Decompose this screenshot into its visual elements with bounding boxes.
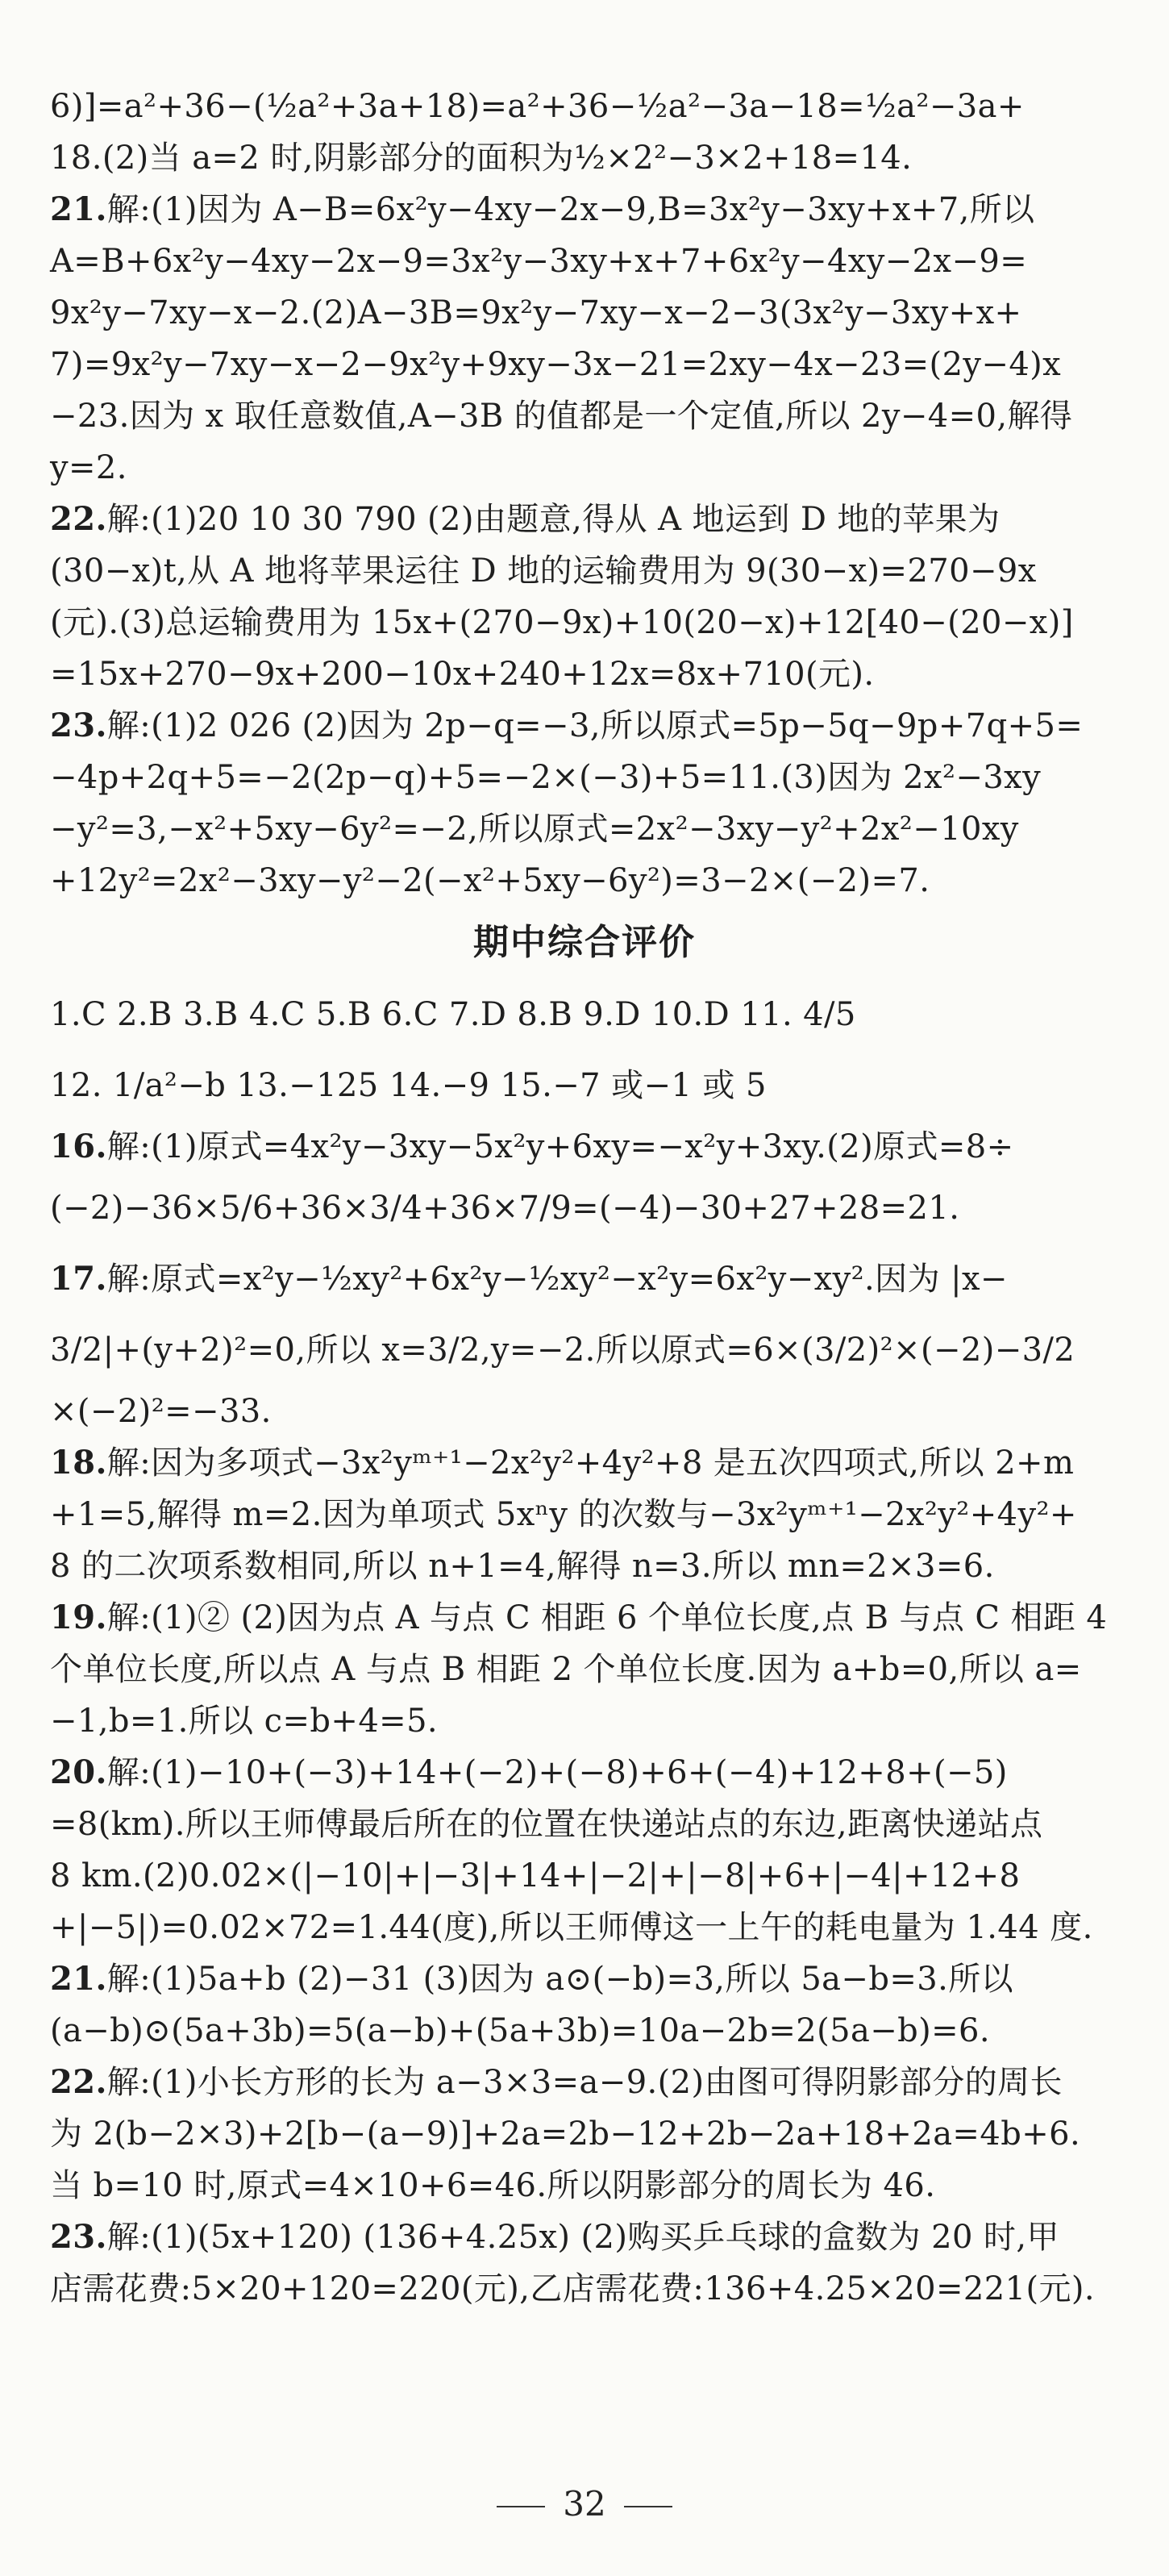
text-line: −4p+2q+5=−2(2p−q)+5=−2×(−3)+5=11.(3)因为 2x²−3xy	[50, 759, 1042, 796]
answer-text: 解:(1)小长方形的长为 a−3×3=a−9.(2)由图可得阴影部分的周长	[106, 2064, 1063, 2101]
answer-20	[50, 1747, 1119, 1953]
text-line: y=2.	[50, 449, 127, 486]
section-title: 期中综合评价	[473, 922, 696, 963]
text-line: 7)=9x²y−7xy−x−2−9x²y+9xy−3x−21=2xy−4x−23=(2y−4)x	[50, 346, 1062, 383]
answer-18	[50, 1437, 1119, 1592]
text-line	[50, 1437, 1119, 1489]
text-line: +12y²=2x²−3xy−y²−2(−x²+5xy−6y²)=3−2×(−2)=7.	[50, 862, 930, 899]
question-number: 23.	[50, 2218, 107, 2256]
page-footer	[0, 2484, 1169, 2524]
text-line	[50, 1121, 1119, 1173]
answer-text: 解:因为多项式−3x²yᵐ⁺¹−2x²y²+4y²+8 是五次四项式,所以 2+m	[106, 1444, 1075, 1482]
answer-21	[50, 184, 1119, 494]
text-line: 为 2(b−2×3)+2[b−(a−9)]+2a=2b−12+2b−2a+18+2a=4b+6.	[50, 2115, 1081, 2153]
question-number: 17.	[50, 1260, 107, 1298]
text-line: (a−b)⊙(5a+3b)=5(a−b)+(5a+3b)=10a−2b=2(5a−b)=6.	[50, 2012, 991, 2049]
text-line	[50, 184, 1119, 236]
text-line	[50, 1244, 1119, 1315]
text-line: (−2)−36×5/6+36×3/4+36×7/9=(−4)−30+27+28=21.	[50, 1190, 960, 1227]
text-line: +1=5,解得 m=2.因为单项式 5xⁿy 的次数与−3x²yᵐ⁺¹−2x²y²+4y²+	[50, 1496, 1077, 1533]
answer-23-midterm	[50, 2211, 1119, 2315]
text-line	[50, 1592, 1119, 1644]
text-line: 9x²y−7xy−x−2.(2)A−3B=9x²y−7xy−x−2−3(3x²y−3xy+x+	[50, 294, 1022, 331]
answer-text: 解:(1)(5x+120) (136+4.25x) (2)购买乒乓球的盒数为 20 时,甲	[106, 2219, 1059, 2256]
answer-text: 解:(1)原式=4x²y−3xy−5x²y+6xy=−x²y+3xy.(2)原式=8÷	[106, 1128, 1014, 1165]
text-line: 8 km.(2)0.02×(|−10|+|−3|+14+|−2|+|−8|+6+|−4|+12+8	[50, 1857, 1021, 1894]
page-number: 32	[563, 2484, 606, 2524]
answer-text: 解:(1)因为 A−B=6x²y−4xy−2x−9,B=3x²y−3xy+x+7,所以	[106, 191, 1035, 228]
text-line: 8 的二次项系数相同,所以 n+1=4,解得 n=3.所以 mn=2×3=6.	[50, 1548, 995, 1585]
answer-22	[50, 494, 1119, 700]
answer-text: 解:(1)② (2)因为点 A 与点 C 相距 6 个单位长度,点 B 与点 C 相距 4	[106, 1599, 1108, 1636]
answer-text: 解:原式=x²y−½xy²+6x²y−½xy²−x²y=6x²y−xy².因为 |x−	[106, 1261, 1008, 1298]
text-line	[50, 1747, 1119, 1799]
text-line: =8(km).所以王师傅最后所在的位置在快递站点的东边,距离快递站点	[50, 1806, 1043, 1843]
answer-text: 解:(1)2 026 (2)因为 2p−q=−3,所以原式=5p−5q−9p+7q+5=	[106, 707, 1084, 744]
text-line	[50, 1953, 1119, 2005]
question-number: 23.	[50, 707, 107, 744]
multiple-choice-answers: 1.C 2.B 3.B 4.C 5.B 6.C 7.D 8.B 9.D 10.D 11. 4/5	[50, 996, 856, 1033]
text-line: 6)]=a²+36−(½a²+3a+18)=a²+36−½a²−3a−18=½a²−3a+	[50, 88, 1025, 125]
answer-text: 解:(1)5a+b (2)−31 (3)因为 a⊙(−b)=3,所以 5a−b=3.所以	[106, 1961, 1014, 1998]
text-line	[50, 700, 1119, 752]
answer-21-midterm	[50, 1953, 1119, 2057]
text-line: +|−5|)=0.02×72=1.44(度),所以王师傅这一上午的耗电量为 1.44 度.	[50, 1909, 1093, 1946]
question-number: 21.	[50, 1960, 107, 1998]
question-number: 22.	[50, 2063, 107, 2101]
page-content	[50, 81, 1119, 2315]
text-line: =15x+270−9x+200−10x+240+12x=8x+710(元).	[50, 656, 875, 693]
text-line: −1,b=1.所以 c=b+4=5.	[50, 1703, 439, 1740]
answer-22-midterm	[50, 2057, 1119, 2211]
text-line: ×(−2)²=−33.	[50, 1393, 272, 1430]
question-number: 18.	[50, 1444, 107, 1482]
question-number: 21.	[50, 190, 107, 228]
answer-19	[50, 1592, 1119, 1747]
footer-dash-left	[497, 2506, 545, 2507]
text-line: 3/2|+(y+2)²=0,所以 x=3/2,y=−2.所以原式=6×(3/2)²×(−2)−3/2	[50, 1332, 1075, 1369]
answer-16	[50, 1121, 1119, 1244]
text-line: A=B+6x²y−4xy−2x−9=3x²y−3xy+x+7+6x²y−4xy−2x−9=	[50, 243, 1028, 280]
question-number: 16.	[50, 1128, 107, 1165]
text-line: 当 b=10 时,原式=4×10+6=46.所以阴影部分的周长为 46.	[50, 2167, 936, 2204]
answer-17	[50, 1244, 1119, 1437]
fill-blank-answers: 12. 1/a²−b 13.−125 14.−9 15.−7 或−1 或 5	[50, 1067, 767, 1104]
text-line	[50, 2057, 1119, 2108]
text-line: −23.因为 x 取任意数值,A−3B 的值都是一个定值,所以 2y−4=0,解得	[50, 398, 1073, 435]
question-number: 22.	[50, 500, 107, 538]
text-line: (元).(3)总运输费用为 15x+(270−9x)+10(20−x)+12[40−(20−x)]	[50, 604, 1074, 641]
text-line	[50, 2211, 1119, 2263]
answer-text: 解:(1)−10+(−3)+14+(−2)+(−8)+6+(−4)+12+8+(−5)	[106, 1754, 1008, 1791]
question-number: 19.	[50, 1599, 107, 1636]
text-line: (30−x)t,从 A 地将苹果运往 D 地的运输费用为 9(30−x)=270−9x	[50, 552, 1037, 590]
text-line: 18.(2)当 a=2 时,阴影部分的面积为½×2²−3×2+18=14.	[50, 140, 913, 177]
answer-text: 解:(1)20 10 30 790 (2)由题意,得从 A 地运到 D 地的苹果为	[106, 501, 1001, 538]
text-line: 个单位长度,所以点 A 与点 B 相距 2 个单位长度.因为 a+b=0,所以 a=	[50, 1651, 1082, 1688]
text-line	[50, 494, 1119, 545]
answer-23	[50, 700, 1119, 907]
question-number: 20.	[50, 1753, 107, 1791]
text-line: 店需花费:5×20+120=220(元),乙店需花费:136+4.25×20=221(元).	[50, 2270, 1095, 2307]
text-line: −y²=3,−x²+5xy−6y²=−2,所以原式=2x²−3xy−y²+2x²−10xy	[50, 811, 1019, 848]
footer-dash-right	[624, 2506, 672, 2507]
